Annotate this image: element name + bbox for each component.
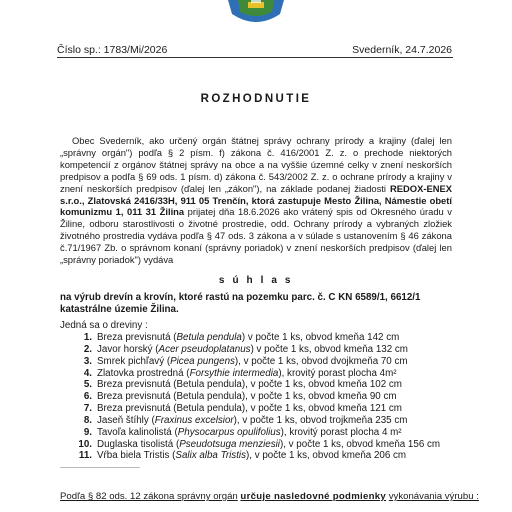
- tree-text: Zlatovka prostredná (: [97, 367, 190, 379]
- tree-number: 8.: [83, 414, 92, 426]
- tree-text: Breza previsnutá (Betula pendula), v počte 1 ks, obvod kmeňa 90 cm: [97, 391, 397, 403]
- tree-details: ), v počte 1 ks, obvod kmeňa 156 cm: [279, 438, 441, 450]
- tree-list-item: [60, 450, 440, 462]
- tree-list-item: [60, 415, 440, 427]
- tree-details: ), v počte 1 ks, obvod trojkmeňa 235 cm: [233, 414, 408, 426]
- conditions-bold: určuje nasledovné podmienky: [240, 491, 387, 502]
- tree-latin-name: Pseudotsuga menziesii: [179, 438, 280, 450]
- tree-latin-name: Physocarpus opulifolius: [177, 426, 281, 438]
- tree-number: 4.: [83, 367, 92, 379]
- tree-text: Breza previsnutá (Betula pendula), v počte 1 ks, obvod kmeňa 121 cm: [97, 403, 402, 415]
- tree-text: Smrek pichľavý (: [97, 355, 171, 367]
- place-and-date: Svederník, 24.7.2026: [352, 44, 452, 56]
- decision-subject: na výrub drevín a krovín, ktoré rastú na pozemku parc. č. C KN 6589/1, 6612/1 katastrálne územie Žilina.: [60, 292, 421, 315]
- tree-number: 7.: [83, 403, 92, 415]
- body-paragraph-continuation: prijatej dňa 18.6.2026 ako vrátený spis od Okresného úradu v Žiline, odboru starostlivosti o životné prostredie, odd. Ochrany prírody a vybraných zložiek životného prostredia vydáva podľa § 47 ods. 3 zákona a v súlade s ustanovením § 46 zákona č.71/1967 Zb. o správnom konaní (správny poriadok) v znení neskorších predpisov (ďalej len „správny poriadok") vydáva: [60, 206, 452, 266]
- tree-number: 9.: [83, 426, 92, 438]
- tree-text: Tavoľa kalinolistá (: [97, 426, 178, 438]
- tree-latin-name: Betula pendula: [176, 332, 242, 343]
- decision-body: [60, 135, 452, 266]
- tree-number: 1.: [83, 332, 92, 343]
- tree-details: ) v počte 1 ks, obvod kmeňa 132 cm: [250, 343, 408, 355]
- applicant-name: REDOX-ENEX s.r.o., Zlatovská 2416/33H, 911 05 Trenčín, ktorá zastupuje Mesto Žilina, Námestie obetí komunizmu 1, 011 31 Žilina: [60, 182, 453, 218]
- tree-details: ), krovitý porast plocha 4m²: [278, 367, 397, 379]
- tree-list: [60, 332, 440, 462]
- tree-text: Duglaska tisolistá (: [97, 438, 180, 450]
- tree-number: 10.: [78, 438, 92, 450]
- tree-details: ), v počte 1 ks, obvod kmeňa 206 cm: [246, 450, 407, 462]
- tree-latin-name: Salix alba Tristis: [175, 450, 246, 462]
- file-number: Číslo sp.: 1783/Mi/2026: [57, 44, 168, 56]
- tree-list-item: [60, 391, 440, 403]
- body-paragraph-intro: Obec Svederník, ako určený orgán štátnej správy ochrany prírody a krajiny (ďalej len „správny orgán") podľa § 2 písm. f) zákona č. 416/2001 Z. z. o prechode niektorých kompetencií z orgánov štátnej správy na obce a na vyššie územné celky v znení neskorších predpisov a podľa § 69 ods. 1 písm. d) zákona č. 543/2002 Z. z. o ochrane prírody a krajiny v znení neskorších predpisov (ďalej len „zákon"), na základe podanej žiadosti: [60, 135, 452, 194]
- conditions-suffix: vykonávania výrubu :: [388, 491, 479, 502]
- tree-latin-name: Picea pungens: [170, 355, 235, 367]
- tree-list-item: [60, 356, 440, 368]
- tree-list-item: [60, 439, 440, 451]
- tree-text: Vŕba biela Tristis (: [97, 450, 176, 462]
- conditions-prefix: Podľa § 82 ods. 12 zákona správny orgán: [60, 491, 238, 502]
- tree-number: 3.: [83, 355, 92, 367]
- tree-list-item: [60, 427, 440, 439]
- tree-list-item: [60, 403, 440, 415]
- tree-details: ), krovitý porast plocha 4 m²: [280, 426, 402, 438]
- tree-text: Jaseň štíhly (: [97, 414, 155, 426]
- conditions-line: [60, 491, 479, 502]
- tree-text: Javor horský (: [97, 343, 159, 355]
- tree-list-intro: Jedná sa o dreviny :: [60, 320, 148, 331]
- tree-text: Breza previsnutá (: [97, 332, 177, 343]
- tree-latin-name: Acer pseudoplatanus: [158, 343, 251, 355]
- tree-text: Breza previsnutá (Betula pendula), v počte 1 ks, obvod kmeňa 102 cm: [97, 379, 402, 391]
- separator-line: [60, 467, 140, 468]
- tree-details: ), v počte 1 ks, obvod dvojkmeňa 70 cm: [234, 355, 408, 367]
- tree-list-item: [60, 344, 440, 356]
- tree-number: 6.: [83, 391, 92, 403]
- tree-list-item: [60, 332, 440, 344]
- document-title: ROZHODNUTIE: [200, 93, 312, 105]
- tree-number: 11.: [78, 450, 92, 462]
- tree-list-item: [60, 379, 440, 391]
- tree-latin-name: Forsythie intermedia: [189, 367, 279, 379]
- header-rule: [57, 57, 453, 58]
- tree-number: 5.: [83, 379, 92, 391]
- tree-details: ) v počte 1 ks, obvod kmeňa 142 cm: [241, 332, 400, 343]
- municipality-crest-logo: [226, 0, 286, 24]
- tree-latin-name: Fraxinus excelsior: [154, 414, 234, 426]
- consent-heading: s ú h l a s: [218, 275, 294, 286]
- tree-number: 2.: [83, 343, 92, 355]
- tree-list-item: [60, 368, 440, 380]
